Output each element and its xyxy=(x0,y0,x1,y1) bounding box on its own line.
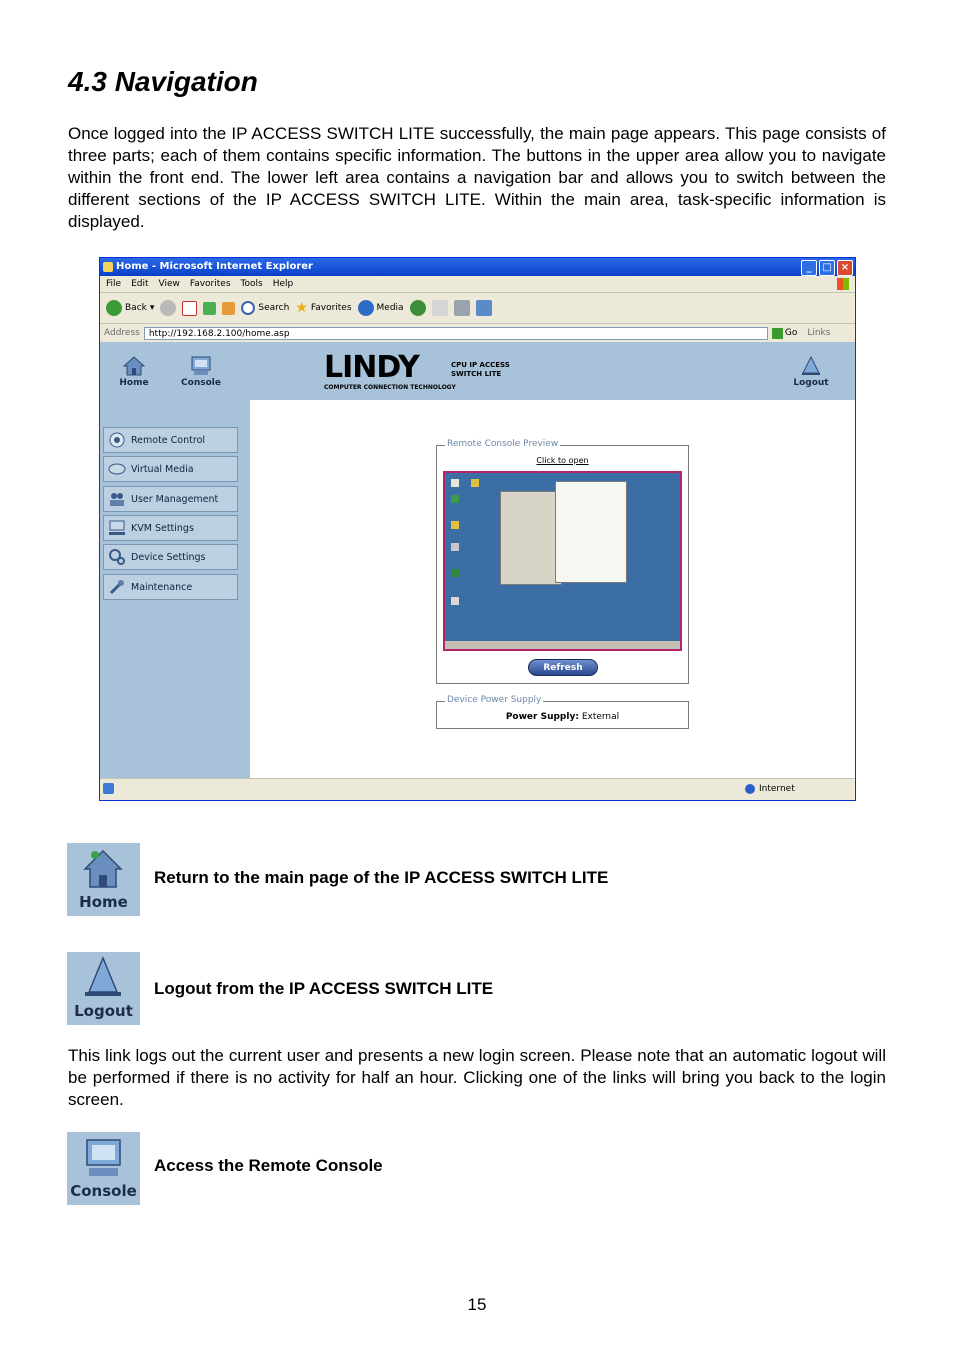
maximize-icon[interactable]: □ xyxy=(819,260,835,276)
preview-window xyxy=(555,481,627,583)
nav-home-button[interactable] xyxy=(106,356,162,388)
go-button[interactable] xyxy=(772,328,797,339)
nav-console-button[interactable] xyxy=(173,356,229,388)
app-header xyxy=(100,342,856,400)
home-icon xyxy=(122,356,146,376)
device-power-supply-box xyxy=(436,695,689,729)
desktop-icon xyxy=(471,479,479,487)
console-icon xyxy=(67,1132,140,1182)
minimize-icon[interactable]: _ xyxy=(801,260,817,276)
address-bar xyxy=(100,324,855,343)
desktop-icon xyxy=(451,597,459,605)
sidebar-item-label: Remote Control xyxy=(131,434,206,446)
sidebar-item-remote-control[interactable] xyxy=(103,427,238,453)
power-supply-value: External xyxy=(581,712,620,722)
favorites-label: Favorites xyxy=(310,303,352,313)
media-label: Media xyxy=(376,303,404,313)
nav-console-label: Console xyxy=(181,378,221,388)
back-arrow-icon xyxy=(106,300,122,316)
sidebar-item-label: Maintenance xyxy=(131,581,193,593)
page-heading: 4.3 Navigation xyxy=(68,66,258,97)
web-content xyxy=(100,342,856,781)
menu-bar xyxy=(100,276,855,293)
logout-icon-tile xyxy=(67,952,140,1025)
desktop-icon xyxy=(451,543,459,551)
zone-label: Internet xyxy=(759,784,795,794)
menu-view[interactable]: View xyxy=(158,279,180,289)
desktop-icon xyxy=(451,479,459,487)
star-icon: ★ xyxy=(295,300,308,316)
browser-titlebar xyxy=(100,258,855,276)
desktop-icon xyxy=(451,521,459,529)
links-button[interactable]: Links xyxy=(807,328,831,338)
close-icon[interactable]: × xyxy=(837,260,853,276)
browser-toolbar xyxy=(100,293,855,324)
refresh-button[interactable]: Refresh xyxy=(528,659,598,676)
page-status-icon xyxy=(103,783,114,794)
page-number: 15 xyxy=(467,1295,487,1314)
home-icon-tile xyxy=(67,843,140,916)
logo-subtitle: COMPUTER CONNECTION TECHNOLOGY xyxy=(324,384,456,391)
browser-window-screenshot xyxy=(99,257,856,801)
intro-paragraph: Once logged into the IP ACCESS SWITCH LITE successfully, the main page appears. This page consists of three parts; each of them contains specific information. The buttons in the upper area allow you to navigate within the front end. The lower left area contains a navigation bar and allows you to switch between the different sections of the IP ACCESS SWITCH LITE. Within the main area, task-specific information is displayed. xyxy=(68,124,886,231)
maintenance-icon xyxy=(106,577,128,597)
home-icon[interactable] xyxy=(222,302,235,315)
product-line2: SWITCH LITE xyxy=(451,370,502,378)
main-area xyxy=(250,400,856,781)
security-zone xyxy=(745,784,795,794)
menu-tools[interactable]: Tools xyxy=(240,279,263,289)
back-button[interactable]: Back ▾ xyxy=(106,300,154,316)
nav-logout-button[interactable] xyxy=(783,356,839,388)
go-label: Go xyxy=(784,328,798,338)
preview-legend: Remote Console Preview xyxy=(447,439,559,449)
power-supply-label: Power Supply: xyxy=(505,712,579,722)
device-settings-icon xyxy=(106,547,128,567)
logout-icon xyxy=(799,356,823,376)
preview-window xyxy=(500,491,562,585)
console-icon-tile xyxy=(67,1132,140,1205)
sidebar-item-label: Virtual Media xyxy=(131,463,194,475)
address-label: Address xyxy=(104,328,140,338)
console-tile-label: Console xyxy=(70,1182,137,1200)
console-description: Access the Remote Console xyxy=(154,1156,383,1175)
forward-icon[interactable] xyxy=(160,300,176,316)
click-to-open-link[interactable]: Click to open xyxy=(536,456,589,465)
go-arrow-icon xyxy=(772,328,783,339)
kvm-settings-icon xyxy=(106,518,128,538)
sidebar-item-maintenance[interactable] xyxy=(103,574,238,600)
search-label: Search xyxy=(258,303,290,313)
product-name xyxy=(451,361,510,379)
product-line1: CPU IP ACCESS xyxy=(451,361,510,369)
home-tile-label: Home xyxy=(79,893,128,911)
print-icon[interactable] xyxy=(454,300,470,316)
address-input[interactable]: http://192.168.2.100/home.asp xyxy=(144,327,768,340)
desktop-icon xyxy=(451,569,459,577)
sidebar-item-label: KVM Settings xyxy=(131,522,194,534)
home-description: Return to the main page of the IP ACCESS SWITCH LITE xyxy=(154,868,609,887)
desktop-icon xyxy=(451,495,459,503)
edit-icon[interactable] xyxy=(476,300,492,316)
sidebar-item-kvm-settings[interactable] xyxy=(103,515,238,541)
browser-title: Home - Microsoft Internet Explorer xyxy=(116,261,313,272)
sidebar-item-virtual-media[interactable] xyxy=(103,456,238,482)
sidebar-item-user-management[interactable] xyxy=(103,486,238,512)
media-icon xyxy=(358,300,374,316)
sidebar-item-label: Device Settings xyxy=(131,551,206,563)
media-button[interactable] xyxy=(358,300,404,316)
console-preview-image[interactable] xyxy=(443,471,682,651)
refresh-icon[interactable] xyxy=(203,302,216,315)
home-icon xyxy=(67,843,140,893)
sidebar xyxy=(100,400,250,781)
nav-logout-label: Logout xyxy=(793,378,829,388)
back-label: Back xyxy=(125,303,147,313)
history-icon[interactable] xyxy=(410,300,426,316)
logout-icon xyxy=(67,952,140,1002)
favorites-button[interactable] xyxy=(295,300,351,316)
virtual-media-icon xyxy=(106,459,128,479)
menu-file[interactable]: File xyxy=(106,279,122,289)
sidebar-item-label: User Management xyxy=(131,493,219,505)
nav-home-label: Home xyxy=(119,378,149,388)
search-button[interactable] xyxy=(241,301,289,315)
logout-paragraph: This link logs out the current user and presents a new login screen. Please note that an automatic logout will be performed if there is no activity for half an hour. Clicking one of the links will bring you back to the login screen. xyxy=(68,1046,886,1109)
remote-console-preview-box xyxy=(436,439,689,684)
menu-favorites[interactable]: Favorites xyxy=(189,279,231,289)
logout-tile-label: Logout xyxy=(74,1002,133,1020)
windows-logo-icon xyxy=(837,278,849,290)
sidebar-item-device-settings[interactable] xyxy=(103,544,238,570)
preview-taskbar xyxy=(445,641,680,649)
lindy-logo xyxy=(324,350,456,391)
status-bar xyxy=(100,778,856,800)
menu-edit[interactable]: Edit xyxy=(131,279,149,289)
menu-help[interactable]: Help xyxy=(272,279,294,289)
stop-icon[interactable] xyxy=(182,301,197,316)
console-icon xyxy=(189,356,213,376)
internet-globe-icon xyxy=(745,784,755,794)
remote-control-icon xyxy=(106,430,128,450)
logo-text: LINDY xyxy=(324,350,419,385)
mail-icon[interactable] xyxy=(432,300,448,316)
user-management-icon xyxy=(106,489,128,509)
power-legend: Device Power Supply xyxy=(447,695,542,705)
search-icon xyxy=(241,301,255,315)
logout-description: Logout from the IP ACCESS SWITCH LITE xyxy=(154,979,494,998)
ie-icon xyxy=(103,262,113,272)
